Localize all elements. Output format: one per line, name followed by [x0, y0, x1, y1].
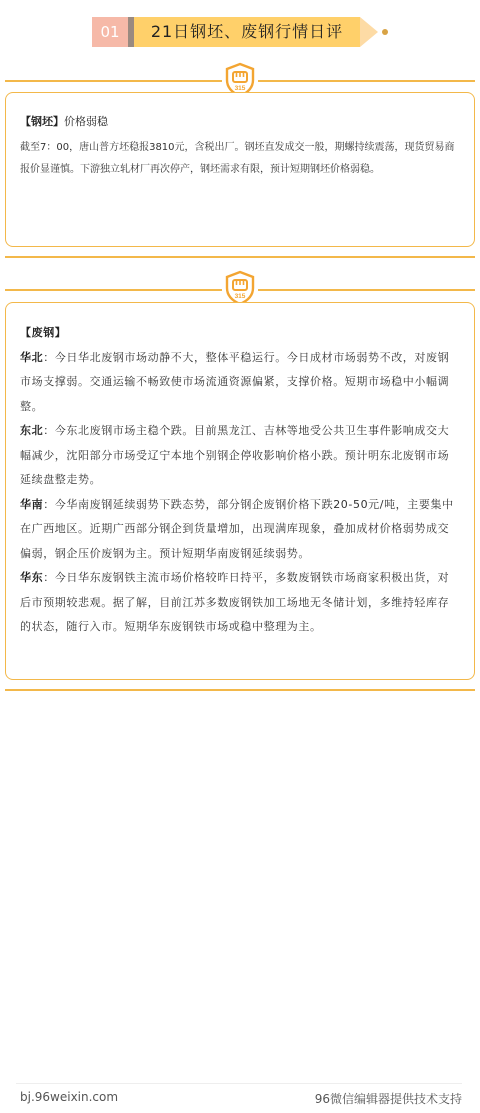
- billet-heading-row: [20, 113, 108, 129]
- region-paragraph-east: [20, 566, 460, 640]
- divider-line: [5, 256, 475, 258]
- fist-emblem-icon: [222, 270, 258, 306]
- footer-divider: [16, 1083, 462, 1084]
- region-text: ：今日华北废钢市场动静不大，整体平稳运行。今日成材市场弱势不改，对废钢市场支撑弱。交通运输不畅致使市场流通资源偏紧，支撑价格。短期市场稳中小幅调整。: [20, 350, 450, 413]
- region-name: 华北: [20, 350, 44, 364]
- billet-heading: 【钢坯】: [20, 115, 64, 128]
- region-paragraph-northeast: [20, 419, 460, 493]
- region-name: 华东: [20, 571, 44, 584]
- header-dot: [382, 29, 388, 35]
- billet-subtitle: 价格弱稳: [64, 115, 108, 128]
- section-number: 01: [92, 17, 128, 47]
- region-text: ：今东北废钢市场主稳个跌。目前黑龙江、吉林等地受公共卫生事件影响成交大幅减少，沈阳部分市场受辽宁本地个别钢企停收影响价格小跌。预计明东北废钢市场延续盘整走势。: [20, 424, 450, 486]
- billet-paragraph: 截至7：00，唐山普方坯稳报3810元，含税出厂。钢坯直发成交一般，期螺持续震荡，现货贸易商报价显谨慎。下游独立轧材厂再次停产，钢坯需求有限，预计短期钢坯价格弱稳。: [20, 142, 455, 175]
- region-paragraph-north: [20, 346, 460, 420]
- region-name: 华南: [20, 497, 44, 511]
- region-paragraph-south: [20, 493, 460, 567]
- scrap-steel-card: [5, 302, 475, 680]
- steel-billet-card: [5, 92, 475, 247]
- scrap-content: [20, 321, 460, 640]
- svg-text:315: 315: [234, 85, 246, 92]
- footer-site-link[interactable]: bj.96weixin.com: [20, 1090, 119, 1104]
- footer-credit: 96微信编辑器提供技术支持: [314, 1092, 462, 1106]
- region-text: ：今日华东废钢铁主流市场价格较昨日持平，多数废钢铁市场商家积极出货，对后市预期较悲观。据了解，目前江苏多数废钢铁加工场地无冬储计划，多维持轻库存的状态，随行入市。短期华东废钢铁市场或稳中整理为主。: [20, 571, 450, 633]
- scrap-heading: 【废钢】: [20, 326, 67, 339]
- header-arrow-shape: [360, 17, 378, 47]
- svg-text:315: 315: [234, 293, 246, 300]
- bottom-divider-line: [5, 689, 475, 691]
- section-header-tag: [92, 17, 392, 47]
- region-text: ：今华南废钢延续弱势下跌态势，部分钢企废钢价格下跌20-50元/吨，主要集中在广西地区。近期广西部分钢企到货量增加，出现满库现象，叠加成材价格弱势成交偏弱，钢企压价废钢为主。预计短期华南废钢延续弱势。: [20, 497, 454, 560]
- section-title: 21日钢坯、废钢行情日评: [134, 17, 360, 47]
- region-name: 东北: [20, 424, 44, 437]
